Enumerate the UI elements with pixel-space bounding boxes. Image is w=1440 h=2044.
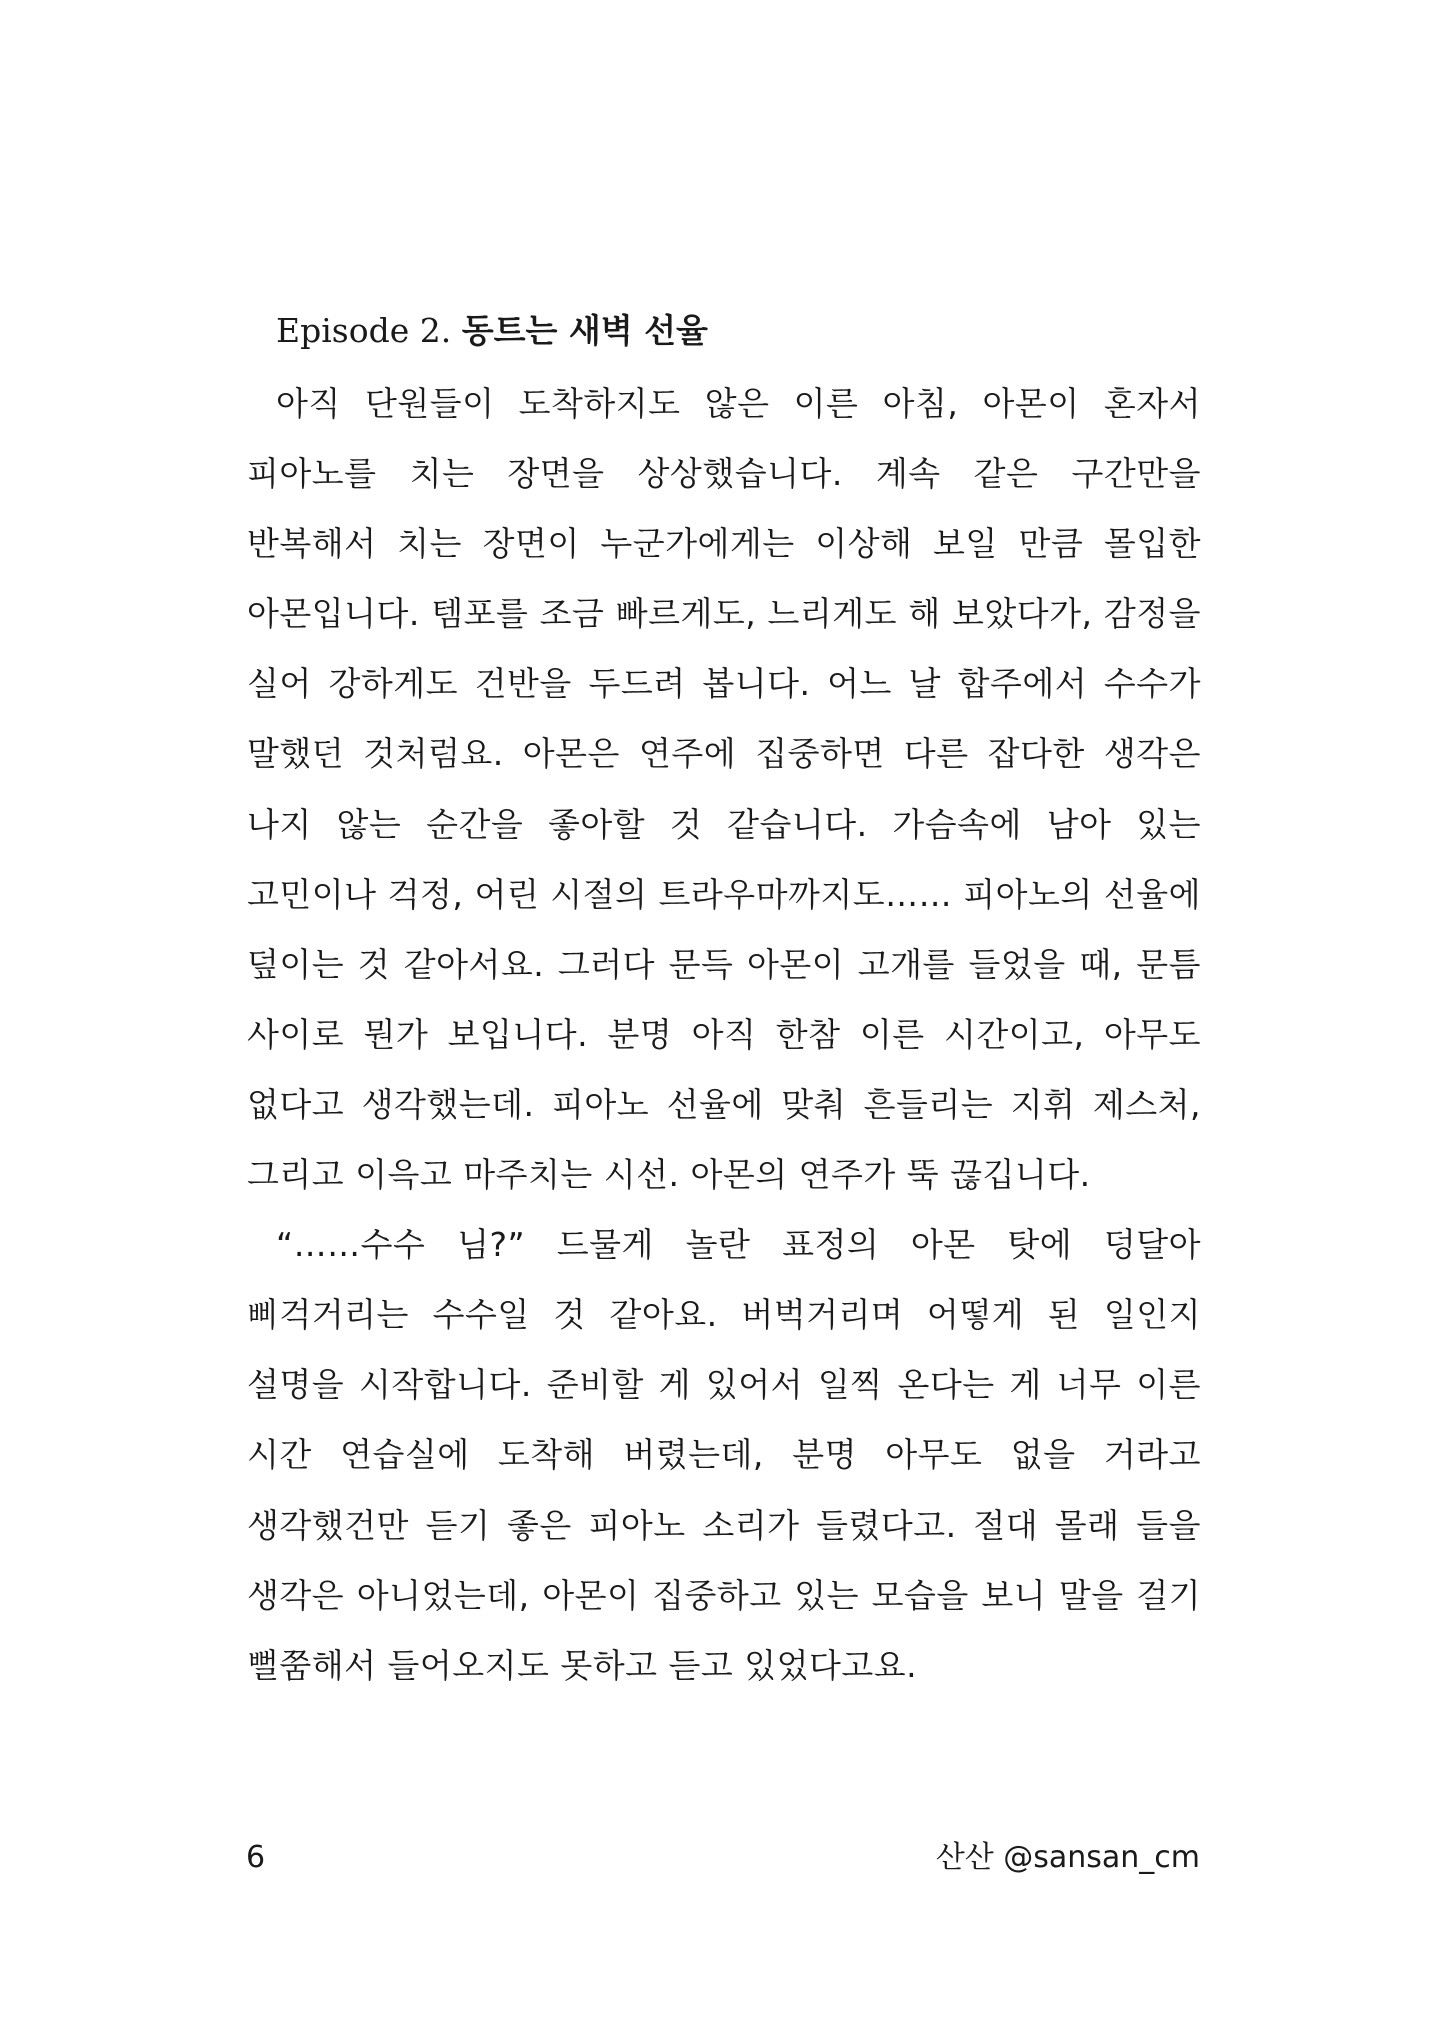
paragraph-line: 아몬입니다. 템포를 조금 빠르게도, 느리게도 해 보았다가, 감정을 xyxy=(247,594,1201,634)
page-number: 6 xyxy=(246,1840,266,1875)
paragraph-line: 없다고 생각했는데. 피아노 선율에 맞춰 흔들리는 지휘 제스처, xyxy=(247,1084,1201,1124)
author-credit: 산산 @sansan_cm xyxy=(935,1840,1200,1875)
episode-title xyxy=(276,303,708,359)
paragraph-line: 삐걱거리는 수수일 것 같아요. 버벅거리며 어떻게 된 일인지 xyxy=(247,1295,1201,1335)
paragraph-line: 말했던 것처럼요. 아몬은 연주에 집중하면 다른 잡다한 생각은 xyxy=(247,734,1201,774)
episode-name: 동트는 새벽 선율 xyxy=(461,311,708,350)
paragraph-line: 고민이나 걱정, 어린 시절의 트라우마까지도…… 피아노의 선율에 xyxy=(247,874,1201,914)
paragraph-line: 나지 않는 순간을 좋아할 것 같습니다. 가슴속에 남아 있는 xyxy=(247,804,1201,844)
paragraph-line: 실어 강하게도 건반을 두드려 봅니다. 어느 날 합주에서 수수가 xyxy=(247,664,1201,704)
paragraph-line: 그리고 이윽고 마주치는 시선. 아몬의 연주가 뚝 끊깁니다. xyxy=(247,1155,1091,1195)
paragraph-line: 사이로 뭔가 보입니다. 분명 아직 한참 이른 시간이고, 아무도 xyxy=(247,1014,1201,1054)
paragraph-line: 뻘쭘해서 들어오지도 못하고 듣고 있었다고요. xyxy=(247,1645,918,1685)
episode-number: Episode 2. xyxy=(276,311,452,350)
paragraph-line: “……수수 님?” 드물게 놀란 표정의 아몬 탓에 덩달아 xyxy=(276,1225,1201,1265)
paragraph-line: 덮이는 것 같아서요. 그러다 문득 아몬이 고개를 들었을 때, 문틈 xyxy=(247,944,1201,984)
paragraph-line: 설명을 시작합니다. 준비할 게 있어서 일찍 온다는 게 너무 이른 xyxy=(247,1365,1201,1405)
paragraph-line: 생각했건만 듣기 좋은 피아노 소리가 들렸다고. 절대 몰래 들을 xyxy=(247,1505,1201,1545)
body-text xyxy=(247,369,1201,1701)
paragraph-line: 생각은 아니었는데, 아몬이 집중하고 있는 모습을 보니 말을 걸기 xyxy=(247,1575,1201,1615)
paragraph-line: 반복해서 치는 장면이 누군가에게는 이상해 보일 만큼 몰입한 xyxy=(247,524,1201,564)
paragraph-line: 피아노를 치는 장면을 상상했습니다. 계속 같은 구간만을 xyxy=(247,454,1201,494)
paragraph-line: 시간 연습실에 도착해 버렸는데, 분명 아무도 없을 거라고 xyxy=(247,1435,1201,1475)
paragraph-line: 아직 단원들이 도착하지도 않은 이른 아침, 아몬이 혼자서 xyxy=(276,384,1201,423)
